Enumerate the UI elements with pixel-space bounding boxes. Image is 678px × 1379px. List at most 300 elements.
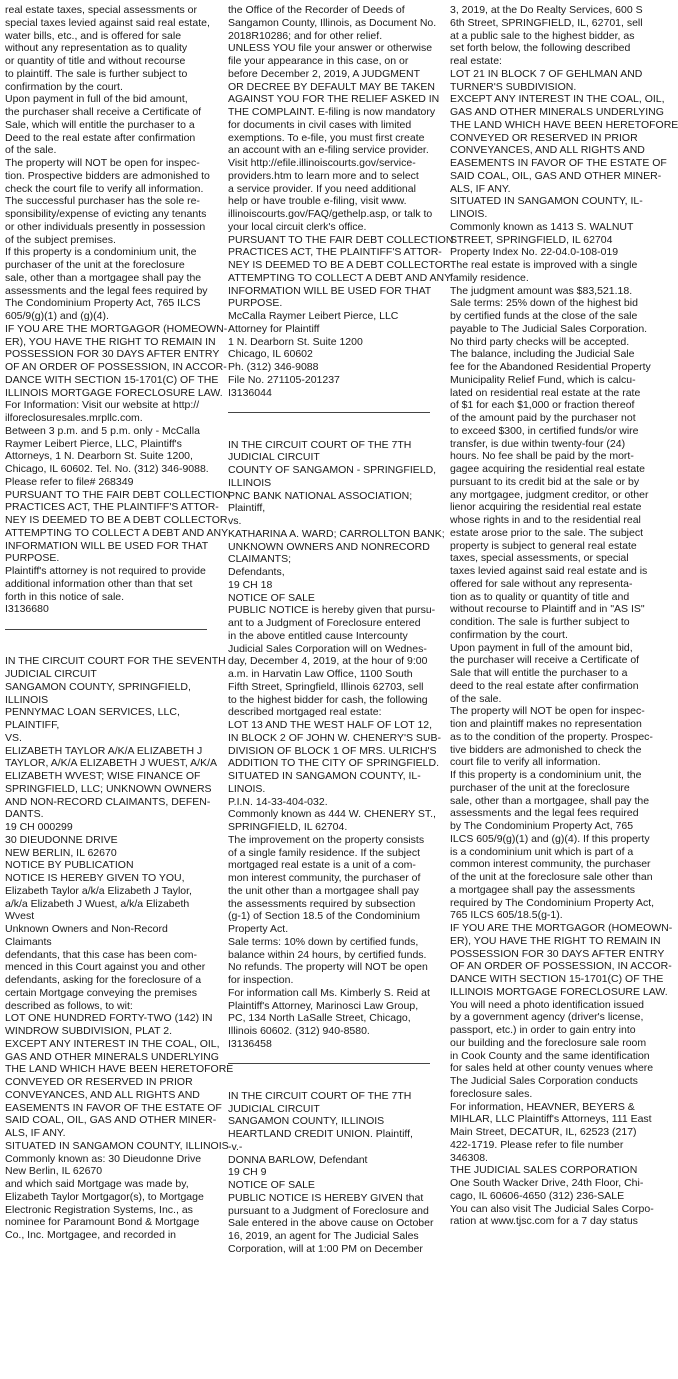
notice-line: THE LAND WHICH HAVE BEEN HERETOFORE [5, 1063, 234, 1076]
notice-line: additional information other than that set [5, 577, 193, 590]
notice-line: NEY IS DEEMED TO BE A DEBT COLLECTOR [228, 259, 451, 271]
notice-line: The Condominium Property Act, 765 ILCS [5, 297, 201, 310]
notice-line: ALS, IF ANY. [5, 1127, 66, 1139]
notice-line: sponsibility/expense of evicting any tenants [5, 208, 207, 220]
notice-line: PRACTICES ACT, THE PLAINTIFF'S ATTOR- [228, 246, 442, 259]
notice-line: mon interest community, the purchaser of [228, 872, 421, 884]
notice-line: exemptions. To e-file, you must first create [228, 131, 425, 144]
notice-line: IF YOU ARE THE MORTGAGOR (HOMEOWN- [5, 322, 228, 335]
notice-line: WINDROW SUBDIVISION, PLAT 2. [5, 1025, 173, 1037]
notice-line: the assessments required by subsection [228, 897, 416, 910]
notice-line: pursuant to its credit bid at the sale or by [450, 475, 640, 488]
notice-line: confirmation by the court. [5, 80, 123, 93]
notice-line: hours. No fee shall be paid by the mort- [450, 450, 634, 463]
notice-line: 19 CH 9 [228, 1166, 267, 1179]
notice-line: ILCS 605/9(g)(1) and (g)(4). If this property [450, 832, 650, 845]
notice-line: ILLINOIS MORTGAGE FORECLOSURE LAW. [450, 985, 668, 998]
notice-line: 30 DIEUDONNE DRIVE [5, 833, 118, 846]
notice-line: The property will NOT be open for inspec- [5, 157, 200, 169]
notice-line: real estate: [450, 55, 502, 67]
notice-line: Upon payment in full of the bid amount, [5, 93, 188, 106]
notice-line: purchaser of the unit at the foreclosure [450, 781, 630, 794]
notice-line: EXCEPT ANY INTEREST IN THE COAL, OIL, [5, 1037, 220, 1050]
notice-line: in Cook County and the same identification [450, 1049, 650, 1062]
notice-line: CONVEYANCES, AND ALL RIGHTS AND [450, 144, 645, 157]
notice-line: or other individuals presently in possession [5, 220, 206, 233]
notice-line: JUDICIAL CIRCUIT [228, 451, 320, 464]
notice-line: the purchaser will receive a Certificate of [450, 654, 640, 667]
notice-line: You can also visit The Judicial Sales Corpo- [450, 1202, 654, 1215]
notice-line: without recourse to Plaintiff and in "AS IS" [450, 603, 645, 616]
notice-line: DANCE WITH SECTION 15-1701(C) OF THE [450, 973, 664, 985]
notice-line: forth in this notice of sale. [5, 590, 125, 603]
notice-line: purchaser of the unit at the foreclosure [5, 259, 185, 271]
notice-line: Sale terms: 10% down by certified funds, [228, 935, 419, 948]
notice-line: ALS, IF ANY. [450, 182, 511, 195]
rule-spacer [5, 643, 207, 656]
notice-line: assessments and the legal fees required [450, 807, 639, 820]
notice-line: required by The Condominium Property Act, [450, 896, 655, 909]
notice-line: of $1 for each $1,000 or fraction thereof [450, 399, 635, 412]
notice-line: One South Wacker Drive, 24th Floor, Chi- [450, 1177, 644, 1189]
notice-line: defendants, asking for the foreclosure of a [5, 974, 202, 986]
notice-line: taxes levied against said real estate and is [450, 565, 648, 577]
notice-line: CONVEYED OR RESERVED IN PRIOR [5, 1076, 193, 1088]
notice-line: Commonly known as 1413 S. WALNUT [450, 220, 634, 233]
notice-line: The real estate is improved with a single [450, 259, 638, 271]
notice-line: PURSUANT TO THE FAIR DEBT COLLECTION [228, 233, 454, 246]
notice-line: EASEMENTS IN FAVOR OF THE ESTATE OF [5, 1101, 222, 1114]
notice-line: I3136458 [228, 1037, 272, 1050]
notice-line: check the court file to verify all information. [5, 182, 204, 195]
notice-line: Commonly known as: 30 Dieudonne Drive [5, 1152, 202, 1165]
notice-line: the Office of the Recorder of Deeds of [228, 4, 405, 16]
notice-line: IN BLOCK 2 OF JOHN W. CHENERY'S SUB- [228, 731, 442, 744]
notice-line: No refunds. The property will NOT be open [228, 961, 428, 974]
notice-line: INFORMATION WILL BE USED FOR THAT [5, 539, 209, 552]
notice-line: JUDICIAL CIRCUIT [5, 668, 97, 680]
notice-line: as to the condition of the property. Prospec- [450, 730, 653, 743]
notice-line: ant to a Judgment of Foreclosure entered [228, 617, 421, 629]
notice-line: TURNER'S SUBDIVISION. [450, 80, 577, 93]
column-1 [5, 4, 234, 1242]
notice-line: CLAIMANTS; [228, 553, 292, 566]
notice-line: a service provider. If you need additional [228, 182, 416, 195]
notice-line: tive bidders are admonished to check the [450, 743, 642, 756]
notice-line: SANGAMON COUNTY, SPRINGFIELD, [5, 680, 191, 693]
notice-line: EASEMENTS IN FAVOR OF THE ESTATE OF [450, 157, 667, 169]
notice-line: mortgaged real estate is a unit of a com- [228, 859, 416, 872]
notice-line: Property Index No. 22-04.0-108-019 [450, 246, 619, 259]
notice-line: Commonly known as 444 W. CHENERY ST., [228, 808, 436, 821]
notice-line: day, December 4, 2019, at the hour of 9:00 [228, 655, 428, 668]
notice-line: described mortgaged real estate: [228, 706, 382, 719]
notice-line: PC, 134 North LaSalle Street, Chicago, [228, 1012, 411, 1025]
notice-line: tion as to quality or quantity of title and [450, 590, 630, 603]
notice-line: I3136044 [228, 386, 272, 399]
notice-line: GAS AND OTHER MINERALS UNDERLYING [5, 1050, 219, 1063]
notice-line: Electronic Registration Systems, Inc., as [5, 1203, 193, 1216]
notice-line: taxes, special assessments, or special [450, 552, 629, 565]
notice-line: NOTICE BY PUBLICATION [5, 859, 134, 872]
notice-line: NEY IS DEEMED TO BE A DEBT COLLECTOR [5, 514, 228, 526]
notice-line: assessments and the legal fees required by [5, 284, 208, 297]
notice-line: tion. Prospective bidders are admonished to [5, 169, 210, 182]
notice-line: lated on residential real estate at the rate [450, 386, 641, 399]
notice-text-block [228, 438, 445, 1051]
notice-line: a.m. in Harvatin Law Office, 1100 South [228, 668, 413, 680]
notice-line: Chicago, IL 60602 [228, 348, 313, 361]
notice-line: ADDITION TO THE CITY OF SPRINGFIELD. [228, 757, 440, 770]
notice-line: to plaintiff. The sale is further subject to [5, 67, 188, 80]
column-2 [228, 4, 454, 1256]
notice-line: water bills, etc., and is offered for sale [5, 29, 182, 42]
notice-line: OR DECREE BY DEFAULT MAY BE TAKEN [228, 80, 435, 93]
notice-line: PURPOSE. [5, 552, 60, 565]
notice-line: ER), YOU HAVE THE RIGHT TO REMAIN IN [450, 934, 661, 947]
notice-line: Defendants, [228, 566, 285, 578]
notice-line: I3136680 [5, 603, 49, 616]
notice-line: Elizabeth Taylor a/k/a Elizabeth J Taylor, [5, 884, 192, 897]
notice-line: Municipality Relief Fund, which is calcu- [450, 373, 636, 386]
notice-line: PRACTICES ACT, THE PLAINTIFF'S ATTOR- [5, 501, 219, 514]
notice-line: sale, other than a mortgagee, shall pay the [450, 794, 650, 807]
notice-line: STREET, SPRINGFIELD, IL 62704 [450, 233, 613, 246]
notice-line: is a condominium unit which is part of a [450, 845, 634, 858]
notice-line: IN THE CIRCUIT COURT OF THE 7TH [228, 438, 412, 451]
notice-line: set forth below, the following described [450, 42, 631, 55]
notice-line: Property Act. [228, 923, 289, 935]
notice-line: defendants, that this case has been com- [5, 948, 198, 961]
notice-line: New Berlin, IL 62670 [5, 1165, 103, 1178]
notice-line: LOT 21 IN BLOCK 7 OF GEHLMAN AND [450, 67, 643, 80]
notice-line: Attorneys, 1 N. Dearborn St. Suite 1200, [5, 450, 193, 463]
notice-line: PURSUANT TO THE FAIR DEBT COLLECTION [5, 488, 231, 501]
notice-line: For Information: Visit our website at http:// [5, 399, 200, 412]
notice-line: for documents in civil cases with limited [228, 118, 412, 131]
notice-line: payable to The Judicial Sales Corporation. [450, 322, 648, 335]
notice-line: 1 N. Dearborn St. Suite 1200 [228, 335, 363, 348]
notice-line: THE COMPLAINT. E-filing is now mandatory [228, 106, 436, 118]
notice-line: EXCEPT ANY INTEREST IN THE COAL, OIL, [450, 93, 665, 106]
notice-line: Wvest [5, 910, 35, 923]
notice-line: file your appearance in this case, on or [228, 55, 409, 67]
notice-line: deed to the real estate after confirmation [450, 679, 639, 692]
notice-text-block [228, 4, 454, 399]
notice-line: PLAINTIFF, [5, 719, 60, 731]
notice-line: ELIZABETH WVEST; WISE FINANCE OF [5, 770, 201, 782]
notice-line: Plaintiff's Attorney, Marinosci Law Group, [228, 999, 419, 1012]
notice-line: 346308. [450, 1151, 488, 1164]
notice-line: SITUATED IN SANGAMON COUNTY, IL- [228, 770, 421, 782]
notice-line: SITUATED IN SANGAMON COUNTY, IL- [450, 195, 643, 208]
notice-line: by certified funds at the close of the sale [450, 310, 638, 322]
notice-line: your local circuit clerk's office. [228, 220, 367, 233]
notice-line: McCalla Raymer Leibert Pierce, LLC [228, 310, 399, 322]
notice-line: Plaintiff's attorney is not required to provide [5, 565, 206, 577]
notice-line: 6th Street, SPRINGFIELD, IL, 62701, sell [450, 16, 643, 29]
notice-line: fee for the Abandoned Residential Property [450, 361, 651, 373]
notice-line: Sale that will entitle the purchaser to a [450, 667, 628, 679]
notice-line: of the sale. [5, 144, 57, 157]
notice-line: SPRINGFIELD, LLC; UNKNOWN OWNERS [5, 782, 212, 795]
notice-line: menced in this Court against you and other [5, 961, 206, 974]
notice-line: CONVEYANCES, AND ALL RIGHTS AND [5, 1088, 200, 1101]
notice-line: DONNA BARLOW, Defendant [228, 1153, 368, 1166]
notice-line: or quantity of title and without recourse [5, 55, 186, 67]
notice-line: P.I.N. 14-33-404-032. [228, 795, 328, 808]
notice-line: If this property is a condominium unit, the [5, 246, 197, 259]
notice-text-block [450, 4, 678, 1228]
notice-line: 605/9(g)(1) and (g)(4). [5, 310, 109, 322]
notice-line: ER), YOU HAVE THE RIGHT TO REMAIN IN [5, 335, 216, 348]
notice-line: Deed to the real estate after confirmation [5, 131, 196, 144]
notice-line: NOTICE IS HEREBY GIVEN TO YOU, [5, 872, 185, 884]
notice-line: described as follows, to wit: [5, 999, 133, 1012]
notice-line: Corporation, will at 1:00 PM on December [228, 1242, 423, 1255]
notice-line: ILLINOIS [228, 476, 272, 489]
notice-line: THE JUDICIAL SALES CORPORATION [450, 1164, 638, 1177]
notice-line: Sangamon County, Illinois, as Document No. [228, 16, 437, 29]
notice-line: nominee for Paramount Bond & Mortgage [5, 1216, 200, 1229]
notice-line: Sale, which will entitle the purchaser to a [5, 118, 195, 131]
notice-line: tion and plaintiff makes no representation [450, 718, 642, 730]
notice-line: foreclosure sales. [450, 1087, 533, 1100]
notice-line: LINOIS. [450, 208, 488, 220]
notice-line: ILLINOIS [5, 693, 49, 706]
notice-line: an account with an e-filing service provider. [228, 144, 429, 157]
rule-spacer [228, 413, 430, 426]
notice-line: without any representation as to quality [5, 42, 188, 55]
notice-line: of the amount paid by the purchaser not [450, 412, 636, 424]
notice-line: Unknown Owners and Non-Record [5, 923, 168, 935]
notice-line: ILLINOIS MORTGAGE FORECLOSURE LAW. [5, 386, 223, 399]
notice-line: -v.- [228, 1140, 243, 1153]
notice-line: 3, 2019, at the Do Realty Services, 600 S [450, 4, 643, 16]
notice-line: Illinois 60602. (312) 940-8580. [228, 1025, 370, 1037]
notice-line: sale, other than a mortgagee shall pay the [5, 271, 202, 284]
notice-line: family residence. [450, 271, 529, 284]
notice-line: condition. The sale is further subject to [450, 616, 630, 628]
notice-line: UNKNOWN OWNERS AND NONRECORD [228, 540, 430, 553]
notice-line: SPRINGFIELD, IL 62704. [228, 821, 348, 833]
notice-line: JUDICIAL CIRCUIT [228, 1102, 320, 1115]
notice-line: real estate taxes, special assessments or [5, 4, 198, 16]
notice-line: vs. [228, 515, 242, 527]
notice-line: of the unit at the foreclosure sale other than [450, 871, 653, 883]
notice-line: No third party checks will be accepted. [450, 335, 630, 348]
notice-line: Sale terms: 25% down of the highest bid [450, 297, 638, 310]
notice-line: OF AN ORDER OF POSSESSION, IN ACCOR- [450, 960, 672, 973]
notice-line: passport, etc.) in order to gain entry into [450, 1024, 636, 1036]
notice-line: SAID COAL, OIL, GAS AND OTHER MINER- [5, 1114, 217, 1127]
notice-line: the unit other than a mortgagee shall pay [228, 884, 419, 897]
notice-line: Sale entered in the above cause on October [228, 1217, 434, 1230]
notice-line: Co., Inc. Mortgagee, and recorded in [5, 1229, 177, 1241]
notice-line: INFORMATION WILL BE USED FOR THAT [228, 284, 432, 297]
notice-line: The Judicial Sales Corporation conducts [450, 1075, 638, 1087]
notice-line: LOT 13 AND THE WEST HALF OF LOT 12, [228, 719, 433, 731]
notice-line: AGAINST YOU FOR THE RELIEF ASKED IN [228, 93, 440, 106]
notice-line: Fifth Street, Springfield, Illinois 62703, sell [228, 680, 424, 693]
notice-line: IF YOU ARE THE MORTGAGOR (HOMEOWN- [450, 922, 673, 934]
notice-line: File No. 271105-201237 [228, 373, 340, 386]
notice-line: ATTEMPTING TO COLLECT A DEBT AND ANY [5, 526, 229, 539]
notice-line: The improvement on the property consists [228, 833, 425, 846]
notice-line: GAS AND OTHER MINERALS UNDERLYING [450, 106, 664, 118]
notice-line: estate arose prior to the sale. The subject [450, 526, 643, 539]
notice-line: NEW BERLIN, IL 62670 [5, 846, 117, 859]
notice-text-block [228, 1089, 434, 1256]
notice-line: SANGAMON COUNTY, ILLINOIS [228, 1115, 385, 1128]
notice-line: VS. [5, 731, 22, 744]
notice-line: SITUATED IN SANGAMON COUNTY, ILLINOIS [5, 1139, 229, 1152]
notice-line: for inspection. [228, 974, 294, 986]
notice-line: HEARTLAND CREDIT UNION. Plaintiff, [228, 1128, 413, 1140]
notice-line: to the highest bidder for cash, the following [228, 693, 428, 706]
notice-line: Claimants [5, 935, 52, 948]
notice-line: LOT ONE HUNDRED FORTY-TWO (142) IN [5, 1012, 213, 1025]
notice-line: The successful purchaser has the sole re- [5, 195, 200, 208]
notice-line: Upon payment in full of the amount bid, [450, 641, 633, 654]
notice-line: illinoiscourts.gov/FAQ/gethelp.asp, or talk to [228, 208, 433, 220]
notice-line: gagee acquiring the residential real estate [450, 463, 645, 475]
notice-line: providers.htm to learn more and to select [228, 169, 419, 182]
notice-line: lienor acquiring the residential real estate [450, 501, 642, 514]
notice-line: Raymer Leibert Pierce, LLC, Plaintiff's [5, 437, 182, 450]
notice-line: Elizabeth Taylor Mortgagor(s), to Mortgage [5, 1190, 204, 1203]
notice-line: THE LAND WHICH HAVE BEEN HERETOFORE [450, 118, 678, 131]
notice-line: of the sale. [450, 692, 502, 705]
notice-line: Ph. (312) 346-9088 [228, 361, 319, 373]
notice-line: PNC BANK NATIONAL ASSOCIATION; [228, 489, 413, 502]
notice-line: Judicial Sales Corporation will on Wednes- [228, 642, 427, 655]
rule-spacer [228, 1077, 430, 1090]
notice-line: offered for sale without any representa- [450, 577, 633, 590]
notice-line: help or have trouble e-filing, visit www. [228, 195, 407, 208]
notice-line: any mortgagee, judgment creditor, or other [450, 488, 649, 501]
notice-text-block [5, 4, 231, 616]
notice-line: PURPOSE. [228, 297, 283, 310]
notice-line: at a public sale to the highest bidder, as [450, 29, 635, 42]
notice-line: a/k/a Elizabeth J Wuest, a/k/a Elizabeth [5, 897, 190, 910]
notice-line: DANTS. [5, 808, 44, 821]
notice-line: Please refer to file# 268349 [5, 475, 134, 488]
notice-line: PUBLIC NOTICE IS HEREBY GIVEN that [228, 1191, 424, 1204]
notice-line: Chicago, IL 60602. Tel. No. (312) 346-9088. [5, 463, 209, 475]
notice-line: The balance, including the Judicial Sale [450, 348, 635, 361]
notice-line: special taxes levied against said real estate, [5, 16, 210, 29]
notice-line: POSSESSION FOR 30 DAYS AFTER ENTRY [5, 348, 220, 361]
notice-line: UNLESS YOU file your answer or otherwise [228, 42, 433, 55]
notice-line: If this property is a condominium unit, the [450, 769, 642, 781]
notice-line: DIVISION OF BLOCK 1 OF MRS. ULRICH'S [228, 744, 437, 757]
notice-line: for sales held at other county venues where [450, 1062, 654, 1075]
notice-line: to exceed $300, in certified funds/or wire [450, 424, 639, 437]
notice-line: by a government agency (driver's license, [450, 1011, 644, 1024]
notice-line: and which said Mortgage was made by, [5, 1178, 189, 1190]
notice-line: in the above entitled cause Intercounty [228, 629, 408, 642]
notice-line: The property will NOT be open for inspec- [450, 705, 645, 718]
notice-line: pursuant to a Judgment of Foreclosure and [228, 1204, 429, 1217]
notice-line: 19 CH 000299 [5, 821, 73, 833]
notice-line: Between 3 p.m. and 5 p.m. only - McCalla [5, 424, 200, 437]
notice-line: our building and the foreclosure sale room [450, 1036, 647, 1049]
notice-line: court file to verify all information. [450, 756, 601, 769]
rule-spacer [5, 616, 207, 629]
notice-line: before December 2, 2019, A JUDGMENT [228, 67, 420, 80]
notice-text-block [5, 655, 234, 1242]
notice-line: MIHLAR, LLC Plaintiff's Attorneys, 111 East [450, 1113, 652, 1126]
notice-line: CONVEYED OR RESERVED IN PRIOR [450, 131, 638, 144]
rule-spacer [228, 399, 430, 412]
notice-line: OF AN ORDER OF POSSESSION, IN ACCOR- [5, 361, 227, 373]
notice-line: NOTICE OF SALE [228, 1179, 315, 1191]
notice-line: Main Street, DECATUR, IL, 62523 (217) [450, 1126, 637, 1138]
notice-line: 16, 2019, an agent for The Judicial Sales [228, 1230, 419, 1242]
column-3 [450, 4, 678, 1228]
notice-line: Visit http://efile.illinoiscourts.gov/service- [228, 157, 416, 169]
rule-spacer [228, 1051, 430, 1064]
notice-line: transfer, is due within twenty-four (24) [450, 437, 626, 450]
notice-line: IN THE CIRCUIT COURT OF THE 7TH [228, 1089, 412, 1102]
notice-line: PENNYMAC LOAN SERVICES, LLC, [5, 706, 180, 719]
notice-line: whose rights in and to the residential real [450, 514, 641, 526]
rule-spacer [228, 426, 430, 439]
notice-line: For information call Ms. Kimberly S. Reid at [228, 986, 430, 999]
notice-line: DANCE WITH SECTION 15-1701(C) OF THE [5, 373, 219, 386]
notice-line: ATTEMPTING TO COLLECT A DEBT AND ANY [228, 271, 452, 284]
notice-line: Attorney for Plaintiff [228, 322, 320, 335]
notice-line: 422-1719. Please refer to file number [450, 1138, 624, 1151]
notice-line: balance within 24 hours, by certified funds. [228, 948, 427, 961]
notice-line: COUNTY OF SANGAMON - SPRINGFIELD, [228, 464, 437, 476]
notice-line: 765 ILCS 605/18.5(g-1). [450, 909, 563, 922]
notice-line: Plaintiff, [228, 502, 266, 515]
notice-line: confirmation by the court. [450, 628, 568, 641]
rule-spacer [5, 630, 207, 643]
notice-line: common interest community, the purchaser [450, 858, 651, 871]
notice-line: KATHARINA A. WARD; CARROLLTON BANK; [228, 527, 445, 540]
notice-line: ELIZABETH TAYLOR A/K/A ELIZABETH J [5, 744, 203, 757]
notice-line: TAYLOR, A/K/A ELIZABETH J WUEST, A/K/A [5, 757, 218, 770]
notice-line: You will need a photo identification issued [450, 998, 644, 1011]
notice-line: 2018R10286; and for other relief. [228, 29, 383, 42]
notice-line: ration at www.tjsc.com for a 7 day status [450, 1215, 638, 1228]
notice-line: of a single family residence. If the subject [228, 846, 421, 859]
notice-line: (g-1) of Section 18.5 of the Condominium [228, 910, 421, 923]
notice-line: PUBLIC NOTICE is hereby given that pursu- [228, 604, 436, 617]
notice-line: the purchaser shall receive a Certificate of [5, 106, 202, 118]
notice-line: For information, HEAVNER, BEYERS & [450, 1100, 635, 1113]
notice-line: The judgment amount was $83,521.18. [450, 284, 633, 297]
notice-line: POSSESSION FOR 30 DAYS AFTER ENTRY [450, 947, 665, 960]
notice-line: property is subject to general real estate [450, 539, 637, 552]
rule-spacer [228, 1064, 430, 1077]
notice-line: IN THE CIRCUIT COURT FOR THE SEVENTH [5, 655, 226, 668]
notice-line: 19 CH 18 [228, 578, 273, 591]
notice-line: of the subject premises. [5, 233, 116, 246]
notice-line: SAID COAL, OIL, GAS AND OTHER MINER- [450, 169, 662, 182]
notice-line: NOTICE OF SALE [228, 591, 315, 604]
notice-line: ilforeclosuresales.mrpllc.com. [5, 412, 143, 424]
notice-line: AND NON-RECORD CLAIMANTS, DEFEN- [5, 795, 211, 808]
notice-line: cago, IL 60606-4650 (312) 236-SALE [450, 1189, 625, 1202]
notice-line: certain Mortgage conveying the premises [5, 986, 198, 999]
notice-line: LINOIS. [228, 782, 266, 795]
notice-line: a mortgagee shall pay the assessments [450, 883, 636, 896]
notice-line: by The Condominium Property Act, 765 [450, 820, 634, 832]
